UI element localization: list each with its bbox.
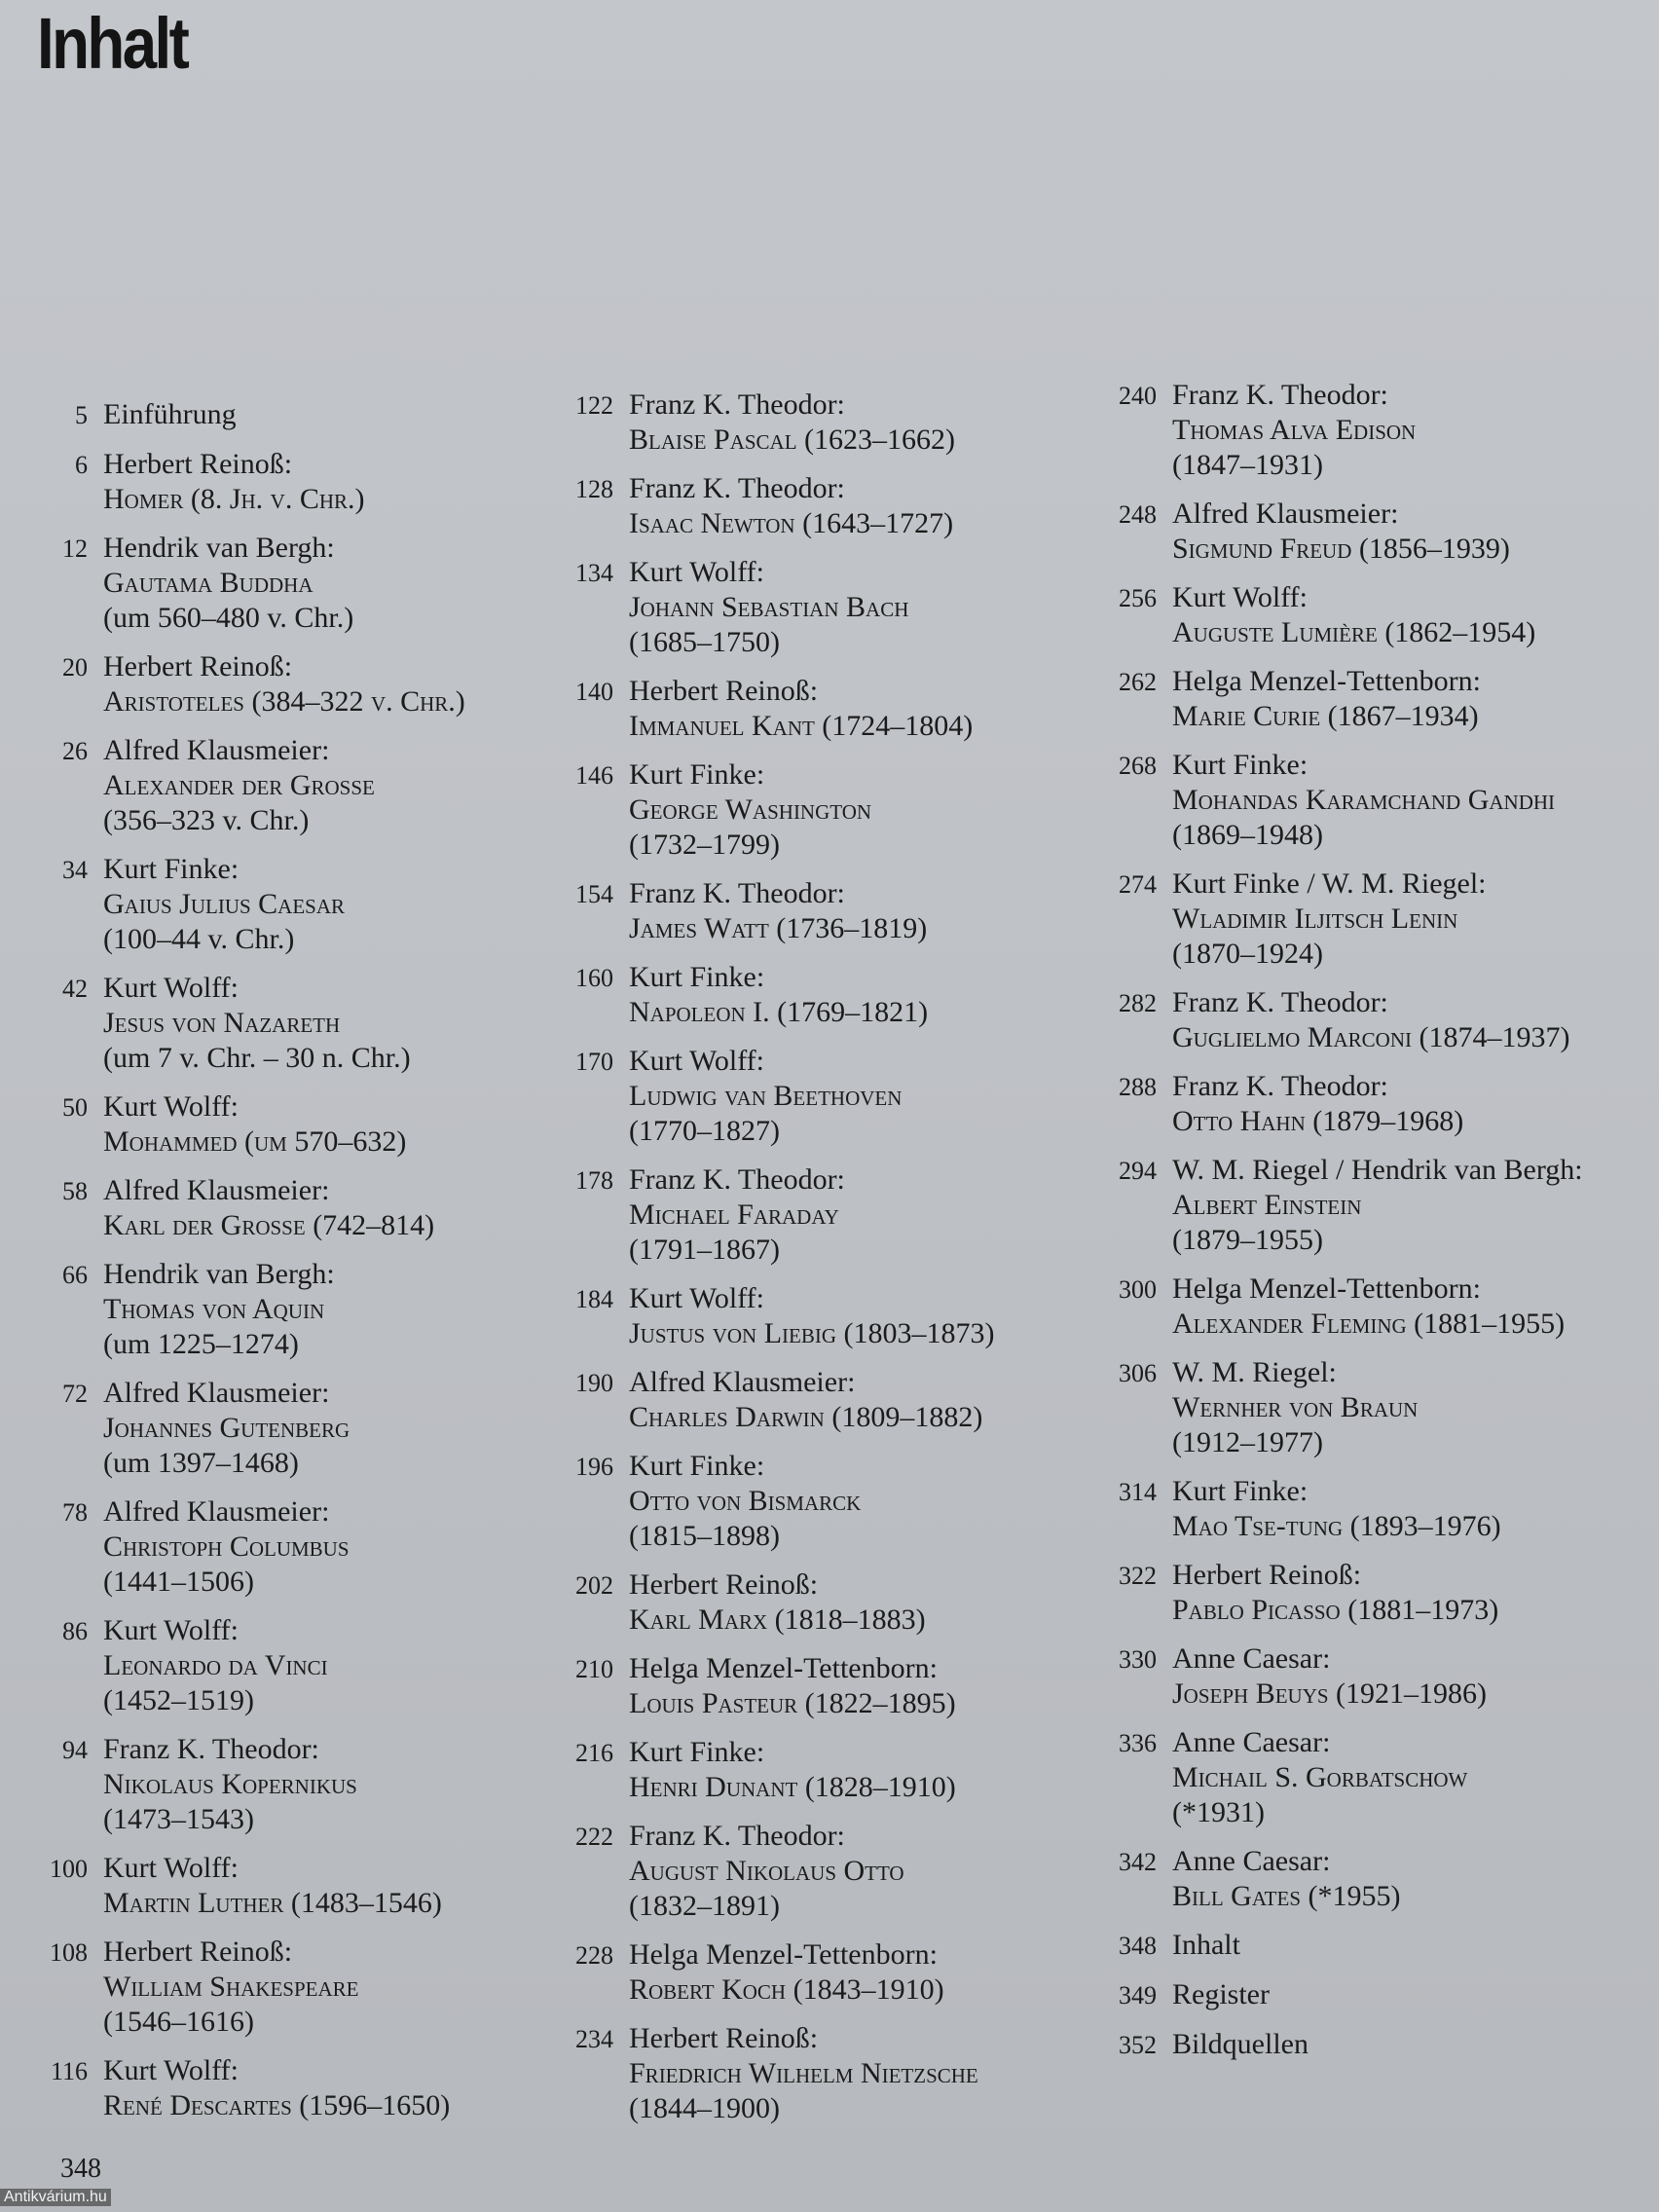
toc-entry [1108,1725,1653,1830]
toc-subject: Guglielmo Marconi (1874–1937) [1172,1021,1570,1053]
toc-entry-text [629,1044,902,1149]
toc-author: Anne Caesar: [1172,1642,1331,1675]
toc-author: Franz K. Theodor: [629,1820,845,1852]
toc-entry [39,1376,584,1481]
toc-page-number: 42 [62,975,88,1003]
toc-entry [565,2021,1110,2126]
toc-author: Kurt Finke: [103,853,240,885]
toc-subject: Bill Gates (*1955) [1172,1880,1401,1912]
toc-entry [1108,1928,1653,1964]
toc-page-number: 349 [1119,1981,1157,2009]
toc-entry-text [629,1651,956,1721]
toc-author: Alfred Klausmeier: [103,734,330,766]
toc-entry [39,649,584,719]
toc-subject: Albert Einstein [1172,1189,1362,1221]
toc-author: Kurt Wolff: [103,2054,239,2086]
toc-subject-dates: (um 7 v. Chr. – 30 n. Chr.) [103,1042,411,1074]
toc-subject-dates: (um 560–480 v. Chr.) [103,602,354,634]
toc-author: Kurt Wolff: [629,1282,764,1314]
toc-subject: Mohammed (um 570–632) [103,1125,407,1158]
toc-subject: Michael Faraday [629,1198,839,1231]
toc-entry [1108,664,1653,734]
toc-subject: Karl Marx (1818–1883) [629,1604,926,1636]
toc-subject-dates: (1832–1891) [629,1890,780,1922]
toc-entry [39,397,584,433]
toc-page-number: 20 [62,653,88,682]
toc-entry-text [629,1819,904,1924]
toc-page-number: 122 [575,391,613,420]
toc-subject: Ludwig van Beethoven [629,1080,903,1112]
toc-subject: Sigmund Freud (1856–1939) [1172,533,1510,565]
toc-page-number: 86 [62,1617,88,1645]
toc-subject-dates: (1912–1977) [1172,1426,1323,1458]
toc-entry-text [1172,1272,1565,1342]
toc-entry [565,1819,1110,1924]
toc-subject: August Nikolaus Otto [629,1855,904,1887]
toc-author: Alfred Klausmeier: [103,1495,330,1528]
toc-page-number: 160 [575,964,613,992]
toc-entry [565,876,1110,946]
toc-author: Helga Menzel-Tettenborn: [629,1938,938,1971]
toc-subject: Nikolaus Kopernikus [103,1768,357,1800]
toc-page-number: 190 [575,1369,613,1397]
toc-subject: Martin Luther (1483–1546) [103,1887,442,1919]
toc-subject: Mohandas Karamchand Gandhi [1172,784,1556,816]
toc-subject: Immanuel Kant (1724–1804) [629,710,974,742]
toc-subject: Auguste Lumière (1862–1954) [1172,616,1536,648]
toc-author: Einführung [103,398,237,430]
toc-entry [1108,1474,1653,1544]
toc-author: W. M. Riegel / Hendrik van Bergh: [1172,1154,1583,1186]
toc-entry [39,1613,584,1718]
toc-entry [1108,1153,1653,1258]
toc-page-number: 50 [62,1093,88,1122]
toc-author: Kurt Finke: [629,1736,765,1768]
toc-entry [565,960,1110,1030]
toc-entry [1108,1558,1653,1628]
toc-entry-text [103,447,365,517]
toc-page-number: 216 [575,1739,613,1767]
toc-entry-text [103,649,465,719]
toc-entry-text [629,1567,926,1638]
toc-subject: Wladimir Iljitsch Lenin [1172,903,1458,935]
toc-subject: Aristoteles (384–322 v. Chr.) [103,685,465,718]
toc-page-number: 234 [575,2025,613,2053]
toc-entry [39,852,584,957]
toc-author: Herbert Reinoß: [103,448,293,480]
toc-subject: Otto Hahn (1879–1968) [1172,1105,1464,1137]
toc-entry [39,2053,584,2123]
toc-page-number: 12 [62,535,88,563]
toc-subject: Johann Sebastian Bach [629,591,909,623]
toc-author: Herbert Reinoß: [629,1568,819,1601]
toc-entry [39,971,584,1076]
toc-subject: Friedrich Wilhelm Nietzsche [629,2057,978,2089]
toc-page-number: 352 [1119,2031,1157,2059]
toc-page-number: 5 [75,401,88,429]
toc-author: Franz K. Theodor: [629,472,845,504]
toc-subject: Michail S. Gorbatschow [1172,1761,1468,1793]
toc-entry-text [1172,497,1510,567]
toc-entry [39,447,584,517]
toc-subject: Thomas von Aquin [103,1293,325,1325]
toc-page-number: 240 [1119,382,1157,410]
toc-entry [565,1937,1110,2008]
toc-author: Kurt Finke: [629,758,765,791]
toc-entry [39,531,584,636]
toc-subject: Pablo Picasso (1881–1973) [1172,1594,1499,1626]
toc-author: Franz K. Theodor: [629,877,845,909]
toc-entry-text [629,1281,994,1351]
toc-author: Anne Caesar: [1172,1845,1331,1877]
toc-entry-text [103,1089,406,1160]
toc-page-number: 322 [1119,1562,1157,1590]
toc-entry-text [1172,2027,1309,2062]
toc-subject-dates: (100–44 v. Chr.) [103,923,295,955]
toc-entry [565,1567,1110,1638]
toc-entry [565,1365,1110,1435]
toc-entry-text [103,1935,359,2040]
toc-entry [1108,378,1653,483]
toc-entry-text [103,531,353,636]
toc-entry [39,733,584,838]
toc-subject: Otto von Bismarck [629,1485,862,1517]
toc-subject-dates: (1452–1519) [103,1684,254,1716]
toc-page-number: 26 [62,737,88,765]
toc-page-number: 116 [50,2057,88,2085]
toc-subject: Johannes Gutenberg [103,1412,350,1444]
toc-subject: Thomas Alva Edison [1172,414,1417,446]
toc-author: Alfred Klausmeier: [629,1366,856,1398]
toc-page-number: 178 [575,1166,613,1195]
toc-subject: Isaac Newton (1643–1727) [629,507,954,539]
toc-entry-text [103,1257,335,1362]
toc-entry-text [1172,1928,1240,1963]
toc-entry [39,1732,584,1837]
toc-entry [39,1851,584,1921]
toc-subject: Karl der Große (742–814) [103,1209,435,1241]
toc-page-number: 300 [1119,1275,1157,1304]
toc-page-number: 268 [1119,752,1157,780]
toc-entry-text [629,757,871,863]
toc-subject: Henri Dunant (1828–1910) [629,1771,956,1803]
toc-subject: Marie Curie (1867–1934) [1172,700,1479,732]
toc-entry-text [1172,866,1487,972]
toc-author: Franz K. Theodor: [1172,986,1388,1018]
toc-subject: Mao Tse-tung (1893–1976) [1172,1510,1501,1542]
toc-entry [1108,748,1653,853]
watermark: Antikvárium.hu [0,2189,111,2206]
toc-entry [1108,1977,1653,2013]
toc-entry [565,674,1110,744]
toc-author: Inhalt [1172,1929,1240,1961]
toc-entry [39,1257,584,1362]
toc-page-number: 72 [62,1380,88,1408]
toc-entry-text [103,397,237,432]
toc-entry [1108,580,1653,650]
toc-subject-dates: (1879–1955) [1172,1224,1323,1256]
toc-subject: Alexander Fleming (1881–1955) [1172,1308,1566,1340]
toc-author: Kurt Finke: [1172,749,1309,781]
toc-entry [39,1089,584,1160]
toc-entry-text [1172,985,1569,1055]
toc-author: Alfred Klausmeier: [1172,498,1399,530]
toc-entry-text [1172,748,1555,853]
toc-subject-dates: (356–323 v. Chr.) [103,804,310,836]
toc-entry [39,1935,584,2040]
toc-author: Kurt Wolff: [103,1090,239,1123]
toc-entry [565,555,1110,660]
toc-entry-text [629,876,927,946]
toc-author: Kurt Finke / W. M. Riegel: [1172,867,1487,900]
toc-subject: George Washington [629,793,872,826]
toc-column-2 [565,387,1110,2140]
toc-subject: Gaius Julius Caesar [103,888,346,920]
toc-author: Kurt Wolff: [103,972,239,1004]
toc-author: Hendrik van Bergh: [103,1258,335,1290]
toc-page-number: 202 [575,1571,613,1600]
toc-subject: Charles Darwin (1809–1882) [629,1401,983,1433]
toc-page-number: 108 [50,1938,88,1967]
toc-entry [1108,1844,1653,1914]
toc-page-number: 128 [575,475,613,503]
toc-author: Kurt Wolff: [103,1852,239,1884]
toc-subject-dates: (1685–1750) [629,626,780,658]
toc-subject-dates: (1546–1616) [103,2006,254,2038]
toc-entry-text [103,1494,350,1600]
toc-author: Hendrik van Bergh: [103,532,335,564]
toc-column-3 [1108,378,1653,2077]
toc-page-number: 66 [62,1261,88,1289]
toc-subject-dates: (1869–1948) [1172,819,1323,851]
toc-page-number: 256 [1119,584,1157,612]
toc-author: Kurt Wolff: [103,1614,239,1646]
toc-author: Helga Menzel-Tettenborn: [1172,1272,1481,1305]
toc-entry [1108,1069,1653,1139]
toc-entry-text [629,387,955,458]
toc-page-number: 274 [1119,870,1157,899]
toc-entry [565,1044,1110,1149]
toc-entry [565,1162,1110,1268]
toc-page-number: 184 [575,1285,613,1313]
toc-subject-dates: (1441–1506) [103,1566,254,1598]
toc-page-number: 222 [575,1823,613,1851]
toc-column-1 [39,397,584,2137]
toc-subject: Wernher von Braun [1172,1391,1419,1423]
toc-subject: Alexander der Große [103,769,375,801]
toc-entry-text [1172,1355,1418,1460]
toc-page-number: 58 [62,1177,88,1205]
toc-page-number: 34 [62,856,88,884]
toc-subject: Robert Koch (1843–1910) [629,1973,944,2006]
toc-page-number: 262 [1119,668,1157,696]
toc-page-number: 330 [1119,1645,1157,1674]
toc-entry-text [1172,1977,1270,2012]
toc-subject: René Descartes (1596–1650) [103,2089,451,2121]
toc-entry-text [1172,1069,1463,1139]
toc-page-number: 78 [62,1498,88,1527]
toc-entry [1108,1641,1653,1712]
page-number: 348 [60,2154,101,2184]
toc-entry [565,757,1110,863]
toc-entry-text [103,971,411,1076]
toc-page-number: 134 [575,559,613,587]
toc-entry-text [1172,1558,1498,1628]
toc-entry-text [103,1732,357,1837]
toc-subject-dates: (um 1397–1468) [103,1447,299,1479]
toc-page-number: 100 [50,1855,88,1883]
toc-page-number: 196 [575,1453,613,1481]
toc-page-number: 282 [1119,989,1157,1017]
toc-entry-text [629,1449,861,1554]
toc-subject-dates: (1791–1867) [629,1234,780,1266]
toc-page-number: 210 [575,1655,613,1683]
toc-author: Helga Menzel-Tettenborn: [629,1652,938,1684]
toc-subject-dates: (1844–1900) [629,2092,780,2124]
toc-page-number: 228 [575,1941,613,1970]
toc-subject: Gautama Buddha [103,567,313,599]
toc-subject: Jesus von Nazareth [103,1007,341,1039]
toc-author: Herbert Reinoß: [629,675,819,707]
toc-subject: Homer (8. Jh. v. Chr.) [103,483,365,515]
toc-subject: William Shakespeare [103,1971,359,2003]
toc-subject-dates: (1770–1827) [629,1115,780,1147]
toc-author: Herbert Reinoß: [629,2022,819,2054]
toc-page-number: 248 [1119,500,1157,529]
toc-entry [1108,2027,1653,2063]
toc-page-number: 154 [575,880,613,908]
toc-author: Herbert Reinoß: [103,650,293,682]
toc-subject: Leonardo da Vinci [103,1649,328,1681]
toc-author: Kurt Wolff: [1172,581,1308,613]
toc-author: Kurt Finke: [629,1450,765,1482]
toc-entry-text [1172,1844,1400,1914]
toc-author: Franz K. Theodor: [629,388,845,421]
toc-author: Kurt Finke: [1172,1475,1309,1507]
toc-entry-text [103,1376,350,1481]
toc-entry-text [629,555,908,660]
toc-entry-text [629,960,928,1030]
toc-entry [565,1449,1110,1554]
toc-subject-dates: (1473–1543) [103,1803,254,1835]
toc-author: Herbert Reinoß: [103,1936,293,1968]
toc-entry [39,1494,584,1600]
toc-subject: Joseph Beuys (1921–1986) [1172,1677,1488,1710]
toc-entry [565,387,1110,458]
toc-entry-text [103,2053,450,2123]
toc-page-number: 94 [62,1736,88,1764]
toc-entry-text [103,1173,434,1243]
toc-entry-text [629,471,953,541]
toc-subject: Louis Pasteur (1822–1895) [629,1687,956,1719]
toc-entry-text [629,1937,944,2008]
toc-subject: Napoleon I. (1769–1821) [629,996,929,1028]
toc-author: Alfred Klausmeier: [103,1174,330,1206]
toc-entry [39,1173,584,1243]
toc-author: Kurt Finke: [629,961,765,993]
toc-author: Franz K. Theodor: [1172,1070,1388,1102]
toc-author: Kurt Wolff: [629,1045,764,1077]
toc-entry-text [1172,1153,1583,1258]
toc-entry [1108,866,1653,972]
toc-author: Bildquellen [1172,2028,1309,2060]
toc-entry-text [629,1365,982,1435]
toc-author: Register [1172,1978,1270,2010]
toc-author: Kurt Wolff: [629,556,764,588]
toc-subject-dates: (1870–1924) [1172,938,1323,970]
toc-entry-text [103,852,345,957]
toc-author: Helga Menzel-Tettenborn: [1172,665,1481,697]
toc-entry-text [1172,378,1416,483]
toc-page-number: 342 [1119,1848,1157,1876]
toc-entry-text [1172,664,1481,734]
toc-subject-dates: (1847–1931) [1172,449,1323,481]
toc-entry [1108,1272,1653,1342]
toc-entry [1108,1355,1653,1460]
toc-author: Franz K. Theodor: [1172,379,1388,411]
toc-author: W. M. Riegel: [1172,1356,1337,1388]
toc-entry [565,1651,1110,1721]
toc-entry [565,1281,1110,1351]
toc-subject-dates: (1815–1898) [629,1520,780,1552]
toc-page-number: 6 [75,451,88,479]
toc-subject-dates: (um 1225–1274) [103,1328,299,1360]
page-title: Inhalt [37,3,188,84]
toc-author: Franz K. Theodor: [629,1163,845,1196]
toc-page-number: 146 [575,761,613,790]
toc-entry-text [1172,1641,1487,1712]
toc-page-number: 306 [1119,1359,1157,1387]
toc-subject-dates: (1732–1799) [629,829,780,861]
toc-subject: James Watt (1736–1819) [629,912,928,944]
toc-entry [1108,497,1653,567]
toc-entry [565,471,1110,541]
toc-entry-text [629,1162,845,1268]
toc-author: Herbert Reinoß: [1172,1559,1362,1591]
toc-page-number: 288 [1119,1073,1157,1101]
toc-subject: Christoph Columbus [103,1530,350,1563]
toc-entry-text [629,2021,978,2126]
toc-entry-text [103,1613,328,1718]
toc-page-number: 314 [1119,1478,1157,1506]
toc-subject: Blaise Pascal (1623–1662) [629,424,956,456]
toc-author: Anne Caesar: [1172,1726,1331,1758]
toc-subject: Justus von Liebig (1803–1873) [629,1317,995,1349]
toc-page-number: 140 [575,678,613,706]
toc-author: Franz K. Theodor: [103,1733,319,1765]
toc-entry-text [1172,1725,1467,1830]
toc-subject-dates: (*1931) [1172,1796,1265,1828]
toc-page-number: 336 [1119,1729,1157,1757]
toc-entry-text [103,1851,442,1921]
toc-entry-text [629,1735,956,1805]
toc-entry-text [629,674,973,744]
toc-entry-text [103,733,375,838]
toc-entry-text [1172,580,1535,650]
toc-entry [565,1735,1110,1805]
toc-page-number: 170 [575,1048,613,1076]
toc-entry-text [1172,1474,1501,1544]
toc-entry [1108,985,1653,1055]
toc-page-number: 294 [1119,1157,1157,1185]
toc-author: Alfred Klausmeier: [103,1377,330,1409]
toc-page-number: 348 [1119,1932,1157,1960]
